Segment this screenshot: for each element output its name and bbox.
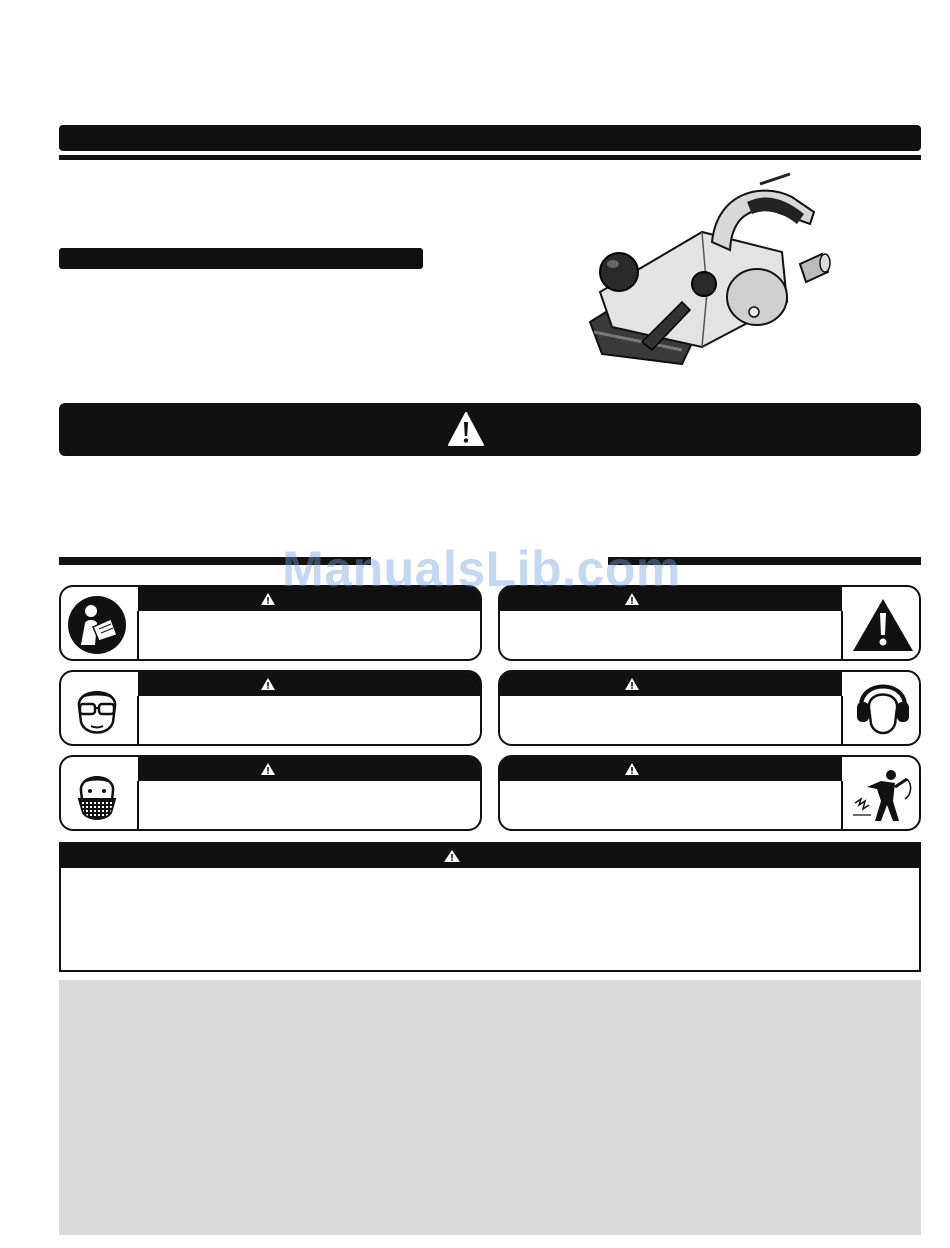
warning-triangle-icon <box>447 411 485 447</box>
notice-box <box>59 842 921 972</box>
safety-card-respiratory-protection <box>59 755 482 831</box>
card-divider <box>137 611 139 659</box>
grey-content-area <box>59 980 921 1235</box>
card-header <box>138 757 480 781</box>
warning-banner <box>59 403 921 456</box>
subtitle-bar <box>59 248 423 269</box>
safety-card-hearing-protection <box>498 670 921 746</box>
ear-muffs-icon <box>851 680 915 740</box>
warning-triangle-icon <box>624 762 640 776</box>
warning-triangle-icon <box>443 849 461 863</box>
safety-alert-icon <box>851 595 915 655</box>
safety-card-electric-shock <box>498 755 921 831</box>
card-divider <box>841 781 843 829</box>
notice-header <box>61 844 919 868</box>
warning-triangle-icon <box>260 762 276 776</box>
card-header <box>500 672 842 696</box>
belt-sander-illustration <box>582 172 840 372</box>
card-divider <box>137 781 139 829</box>
safety-card-eye-protection <box>59 670 482 746</box>
card-divider <box>841 611 843 659</box>
dust-mask-icon <box>65 765 129 825</box>
watermark-text: ManualsLib.com <box>282 541 681 597</box>
title-rule <box>59 155 921 160</box>
electric-shock-icon <box>851 765 915 825</box>
card-header <box>138 672 480 696</box>
card-header <box>500 757 842 781</box>
read-manual-icon <box>65 595 129 655</box>
warning-triangle-icon <box>624 677 640 691</box>
title-bar <box>59 125 921 151</box>
card-divider <box>841 696 843 744</box>
safety-glasses-icon <box>65 680 129 740</box>
card-divider <box>137 696 139 744</box>
warning-triangle-icon <box>260 677 276 691</box>
